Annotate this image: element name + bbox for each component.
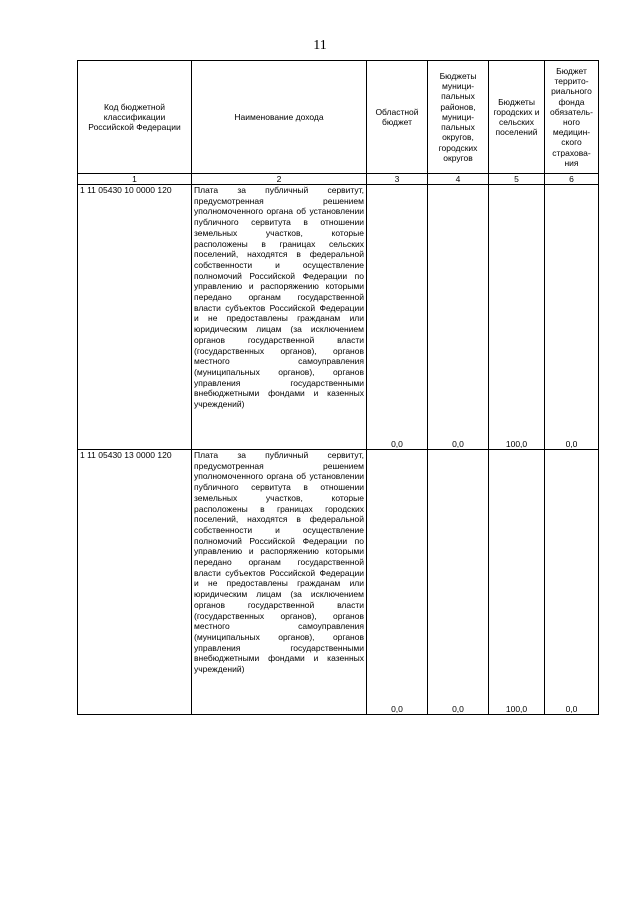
revenue-name-cell: Плата за публичный сервитут, предусмотренная решением уполномоченного органа об установлении публичного сервитута в отношении земельных участков, которые расположены в границах городских поселений, находятся в федеральной собственности и осуществление полномочий Российской Федерации по управлению и распоряжению которыми передано органам государственной власти субъектов Российской Федерации и не предоставлены гражданам или юридическим лицам (за исключением органов государственной власти (государственных органов), органов местного самоуправления (муниципальных органов), органов управления государственными внебюджетными фондами и казенных учреждений) (192, 450, 367, 715)
municipal-budgets-value: 0,0 (428, 185, 489, 450)
revenue-name-cell: Плата за публичный сервитут, предусмотренная решением уполномоченного органа об установлении публичного сервитута в отношении земельных участков, которые расположены в границах сельских поселений, находятся в федеральной собственности и осуществление полномочий Российской Федерации по управлению и распоряжению которыми передано органам государственной власти субъектов Российской Федерации и не предоставлены гражданам или юридическим лицам (за исключением органов государственной власти (государственных органов), органов местного самоуправления (муниципальных органов), органов управления государственными внебюджетными фондами и казенных учреждений) (192, 185, 367, 450)
table-row (78, 450, 599, 715)
column-number: 2 (192, 174, 367, 185)
medical-insurance-fund-value: 0,0 (545, 185, 599, 450)
budget-code-cell: 1 11 05430 13 0000 120 (78, 450, 192, 715)
regional-budget-value: 0,0 (367, 185, 428, 450)
header-revenue-name: Наименование дохода (192, 61, 367, 174)
column-number: 1 (78, 174, 192, 185)
page-number: 11 (313, 38, 327, 53)
column-number: 5 (489, 174, 545, 185)
column-number: 3 (367, 174, 428, 185)
revenue-classification-table (77, 60, 599, 715)
column-number-row (78, 174, 599, 185)
header-row (78, 61, 599, 174)
header-municipal-budgets: Бюджеты муници-пальных районов, муници-пальных округов, городских округов (428, 61, 489, 174)
budget-code-cell: 1 11 05430 10 0000 120 (78, 185, 192, 450)
medical-insurance-fund-value: 0,0 (545, 450, 599, 715)
regional-budget-value: 0,0 (367, 450, 428, 715)
header-settlement-budgets: Бюджеты городских и сельских поселений (489, 61, 545, 174)
municipal-budgets-value: 0,0 (428, 450, 489, 715)
header-regional-budget: Областной бюджет (367, 61, 428, 174)
column-number: 6 (545, 174, 599, 185)
column-number: 4 (428, 174, 489, 185)
header-budget-code: Код бюджетной классификации Российской Федерации (78, 61, 192, 174)
settlement-budgets-value: 100,0 (489, 185, 545, 450)
settlement-budgets-value: 100,0 (489, 450, 545, 715)
table-row (78, 185, 599, 450)
header-medical-insurance-fund: Бюджет террито-риального фонда обязатель-ного медицин-ского страхова-ния (545, 61, 599, 174)
